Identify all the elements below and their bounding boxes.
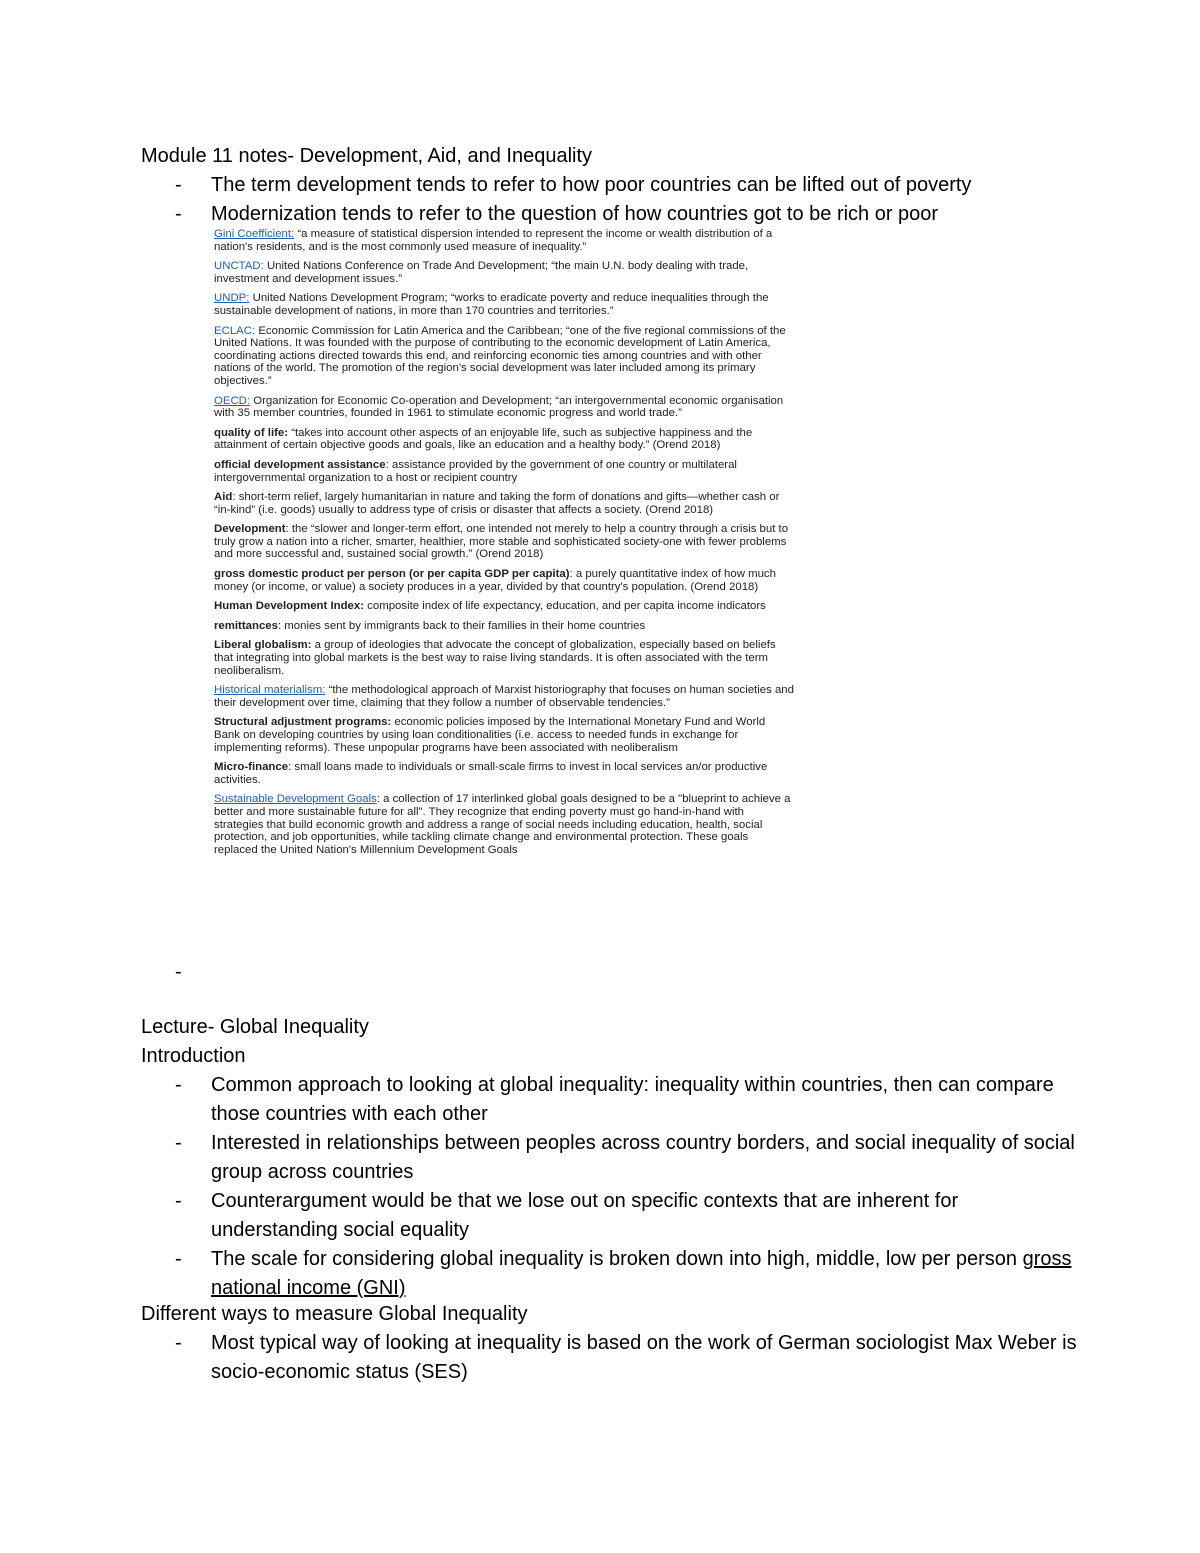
- bullet-text: The scale for considering global inequality is broken down into high, middle, low per person: [211, 1248, 1023, 1270]
- definition-entry: [214, 459, 794, 484]
- introduction-bullet-list: [141, 1071, 1081, 1303]
- definition-text: : short-term relief, largely humanitarian in nature and taking the form of donations and gifts—whether cash or “in-kind” (i.e. goods) usually to address type of crisis or disaster that affects a society. (Orend 2018): [214, 491, 780, 516]
- bullet-dash: -: [175, 1332, 182, 1354]
- definition-entry: [214, 427, 794, 452]
- definition-entry: [214, 600, 794, 613]
- definition-text: United Nations Development Program; “works to eradicate poverty and reduce inequalities through the sustainable development of nations, in more than 170 countries and territories.”: [214, 292, 769, 317]
- definition-text: Organization for Economic Co-operation and Development; “an intergovernmental economic organisation with 35 member countries, founded in 1961 to stimulate economic progress and world trade.”: [214, 394, 784, 420]
- definition-term: Aid: [214, 491, 233, 504]
- bullet-dash: -: [175, 1074, 182, 1096]
- module-title: Module 11 notes- Development, Aid, and Inequality: [141, 145, 593, 167]
- definition-text: United Nations Conference on Trade And Development; “the main U.N. body dealing with trade, investment and development issues.”: [214, 260, 749, 285]
- module-bullet-list: [141, 171, 1081, 229]
- definition-text: “a measure of statistical dispersion intended to represent the income or wealth distribution of a nation's residents, and is the most commonly used measure of inequality.”: [214, 228, 773, 253]
- bullet-dash: -: [175, 1190, 182, 1212]
- definition-text: : assistance provided by the government of one country or multilateral intergovernmental organization to a host or recipient country: [214, 458, 737, 484]
- list-item: [141, 171, 1081, 200]
- definition-term[interactable]: Historical materialism:: [214, 684, 326, 697]
- definition-text: a group of ideologies that advocate the concept of globalization, especially based on beliefs that integrating into global markets is the best way to raise living standards. It is often associated with the term neoliberalism.: [214, 639, 776, 677]
- definition-term[interactable]: Gini Coefficient:: [214, 228, 295, 240]
- definition-entry: [214, 491, 794, 516]
- definition-term[interactable]: ECLAC:: [214, 324, 256, 337]
- bullet-text: Counterargument would be that we lose out on specific contexts that are inherent for understanding social equality: [211, 1190, 959, 1241]
- definition-entry: [214, 620, 794, 633]
- definition-term: official development assistance: [214, 458, 386, 471]
- introduction-heading: Introduction: [141, 1045, 246, 1067]
- definition-term: quality of life:: [214, 426, 289, 439]
- definition-text: “takes into account other aspects of an enjoyable life, such as subjective happiness and the attainment of certain objective goods and goals, like an education and a healthy body.” (Orend 2018): [214, 426, 753, 452]
- bullet-dash: -: [175, 1132, 182, 1154]
- lecture-title: Lecture- Global Inequality: [141, 1016, 369, 1038]
- bullet-dash: -: [175, 961, 182, 983]
- definition-entry: [214, 639, 794, 677]
- definition-text: Economic Commission for Latin America and the Caribbean; “one of the five regional commissions of the United Nations. It was founded with the purpose of contributing to the economic development of Latin America, coordinating actions directed towards this end, and reinforcing economic ties among countries and with other nations of the world. The promotion of the region's social development was later included among its primary objectives.”: [214, 324, 786, 387]
- bullet-text: The term development tends to refer to how poor countries can be lifted out of poverty: [211, 174, 972, 196]
- definition-entry: [214, 761, 794, 786]
- definition-entry: [214, 716, 794, 754]
- list-item: [141, 1071, 1081, 1129]
- measure-heading: Different ways to measure Global Inequality: [141, 1303, 528, 1325]
- list-item: [141, 200, 1081, 229]
- definition-text: : a purely quantitative index of how much money (or income, or value) a society produces in a year, divided by that country's population. (Orend 2018): [214, 568, 776, 593]
- bullet-text: Common approach to looking at global inequality: inequality within countries, then can compare those countries with each other: [211, 1074, 1054, 1125]
- definition-term: remittances: [214, 619, 278, 632]
- definition-term: Micro-finance: [214, 761, 289, 774]
- list-item: [141, 1129, 1081, 1187]
- definition-entry: [214, 793, 794, 856]
- definition-text: “the methodological approach of Marxist historiography that focuses on human societies and their development over time, claiming that they follow a number of observable tendencies.”: [214, 684, 794, 709]
- definition-term: Human Development Index:: [214, 600, 365, 613]
- bullet-dash: -: [175, 203, 182, 225]
- definition-text: : a collection of 17 interlinked global goals designed to be a "blueprint to achieve a better and more sustainable future for all". They recognize that ending poverty must go hand-in-hand with strategies that build economic growth and address a range of social needs including education, health, social protection, and job opportunities, while tackling climate change and environmental protection. These goals replaced the United Nation's Millennium Development Goals: [214, 793, 791, 856]
- definition-entry: [214, 523, 794, 561]
- bullet-text: Most typical way of looking at inequality is based on the work of German sociologist Max Weber is socio-economic status (SES): [211, 1332, 1077, 1383]
- definition-term: Structural adjustment programs:: [214, 716, 392, 729]
- bullet-text: Modernization tends to refer to the question of how countries got to be rich or poor: [211, 203, 939, 225]
- definition-entry: [214, 395, 794, 420]
- definition-term: Development: [214, 523, 286, 536]
- definition-entry: [214, 292, 794, 317]
- definition-entry: [214, 260, 794, 285]
- definition-term[interactable]: Sustainable Development Goals: [214, 793, 377, 806]
- definition-entry: [214, 568, 794, 593]
- definition-text: : monies sent by immigrants back to their families in their home countries: [277, 619, 646, 632]
- definition-text: : small loans made to individuals or small-scale firms to invest in local services an/or productive activities.: [214, 761, 768, 786]
- definition-entry: [214, 325, 794, 388]
- definition-text: composite index of life expectancy, education, and per capita income indicators: [364, 600, 766, 613]
- definition-entry: [214, 684, 794, 709]
- definition-term: Liberal globalism:: [214, 639, 312, 652]
- definitions-screenshot: [214, 228, 794, 973]
- gni-term: gross national income (GNI): [211, 1248, 1072, 1299]
- list-item: [141, 1245, 1081, 1303]
- list-item: [141, 1187, 1081, 1245]
- bullet-dash: -: [175, 1248, 182, 1270]
- definition-term: gross domestic product per person (or per capita GDP per capita): [214, 568, 570, 581]
- list-item: [141, 1329, 1081, 1387]
- measure-bullet-list: [141, 1329, 1081, 1387]
- definition-term[interactable]: OECD:: [214, 394, 251, 407]
- bullet-dash: -: [175, 174, 182, 196]
- definition-term[interactable]: UNCTAD:: [214, 260, 264, 273]
- definition-entry: [214, 228, 794, 253]
- bullet-text: Interested in relationships between peoples across country borders, and social inequality of social group across countries: [211, 1132, 1075, 1183]
- definition-text: : the “slower and longer-term effort, one intended not merely to help a country through a crisis but to truly grow a nation into a richer, smarter, healthier, more stable and sophisticated society-one with fewer problems and more successful and, sustained social growth.” (Orend 2018): [214, 523, 789, 561]
- definition-text: economic policies imposed by the International Monetary Fund and World Bank on developing countries by using loan conditionalities (i.e. access to needed funds in exchange for implementing reforms). These unpopular programs have been associated with neoliberalism: [214, 716, 766, 754]
- definition-term[interactable]: UNDP:: [214, 292, 250, 305]
